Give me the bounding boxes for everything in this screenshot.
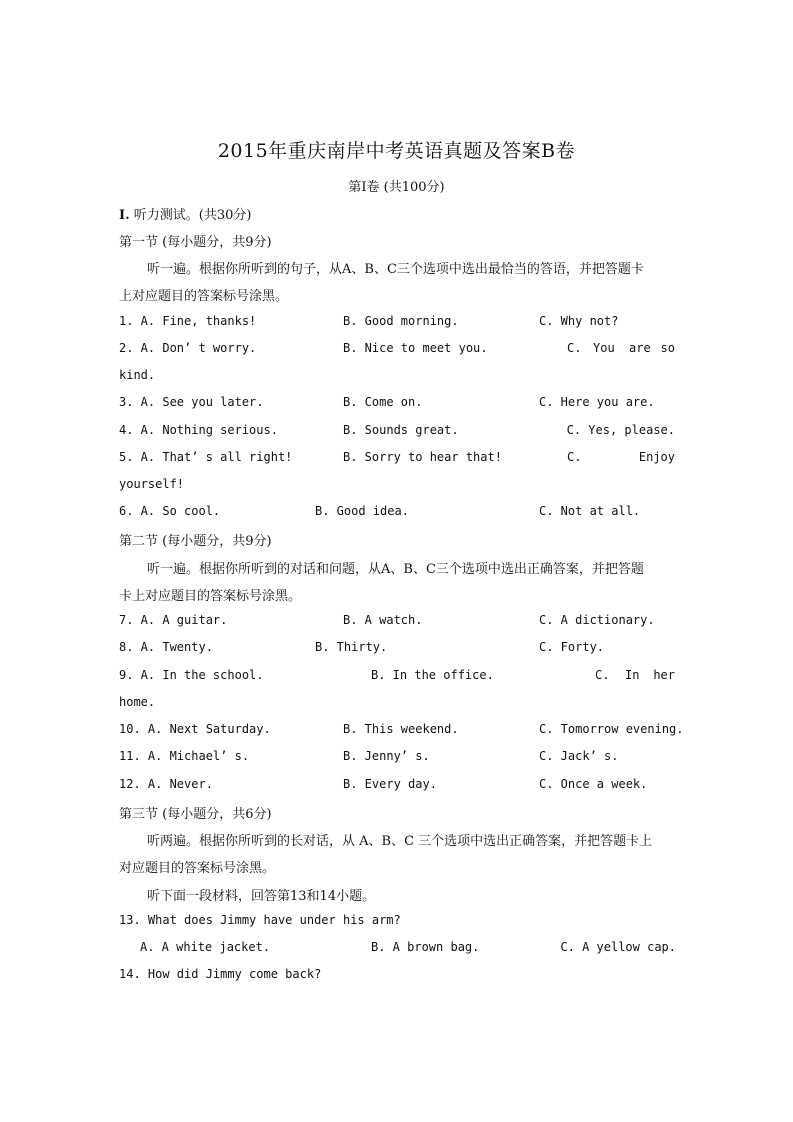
q1-option-c: C. Why not? — [539, 314, 619, 328]
section1-heading: 第一节 (每小题分，共9分) — [119, 235, 272, 250]
q12-option-b: B. Every day. — [343, 777, 437, 791]
q9-wrap: home. — [119, 695, 156, 709]
q13-option-a: A. A white jacket. — [140, 940, 271, 954]
question-7 — [119, 613, 675, 631]
q12-option-a: 12. A. Never. — [119, 777, 213, 791]
section3-instruction-2: 对应题目的答案标号涂黑。 — [119, 861, 276, 876]
q5-option-b: B. Sorry to hear that! — [343, 450, 502, 464]
q7-option-a: 7. A. A guitar. — [119, 613, 228, 627]
q10-option-a: 10. A. Next Saturday. — [119, 722, 271, 736]
part1-heading — [119, 204, 251, 223]
question-13-text: 13. What does Jimmy have under his arm? — [119, 913, 401, 927]
page-title: 2015年重庆南岸中考英语真题及答案B卷 — [217, 140, 576, 162]
q8-option-a: 8. A. Twenty. — [119, 640, 213, 654]
q1-option-b: B. Good morning. — [343, 314, 459, 328]
q5-option-c-letter: C. — [567, 450, 582, 464]
q9-option-c-word-2: her — [653, 668, 675, 682]
section2-instruction-1: 听一遍。根据你所听到的对话和问题，从A、B、C三个选项中选出正确答案，并把答题 — [147, 562, 644, 577]
q3-option-b: B. Come on. — [343, 395, 423, 409]
q6-option-b: B. Good idea. — [315, 504, 409, 518]
q3-option-a: 3. A. See you later. — [119, 395, 264, 409]
question-5 — [119, 450, 675, 468]
q8-option-c: C. Forty. — [539, 640, 605, 654]
question-2 — [119, 341, 675, 359]
question-8 — [119, 640, 675, 658]
part1-label: I. — [119, 208, 130, 223]
section1-instruction-1: 听一遍。根据你所听到的句子，从A、B、C三个选项中选出最恰当的答语，并把答题卡 — [147, 262, 644, 277]
q10-option-c: C. Tomorrow evening. — [539, 722, 684, 736]
q9-option-c-letter: C. — [595, 668, 610, 682]
q5-wrap: yourself! — [119, 477, 185, 491]
q3-option-c: C. Here you are. — [539, 395, 655, 409]
paper-subtitle: 第Ⅰ卷 (共100分) — [348, 180, 445, 195]
q13-option-c: C. A yellow cap. — [560, 940, 676, 954]
q5-option-a: 5. A. That’ s all right! — [119, 450, 293, 464]
q2-option-a: 2. A. Don’ t worry. — [119, 341, 257, 355]
question-1 — [119, 314, 675, 332]
q9-option-a: 9. A. In the school. — [119, 668, 264, 682]
q10-option-b: B. This weekend. — [343, 722, 459, 736]
question-11 — [119, 749, 675, 767]
q11-option-a: 11. A. Michael’ s. — [119, 749, 250, 763]
question-13-options — [140, 940, 676, 958]
q1-option-a: 1. A. Fine, thanks! — [119, 314, 257, 328]
section3-instruction-1: 听两遍。根据你所听到的长对话，从 A、B、C 三个选项中选出正确答案，并把答题卡上 — [147, 834, 653, 849]
question-3 — [119, 395, 675, 413]
q11-option-b: B. Jenny’ s. — [343, 749, 430, 763]
question-6 — [119, 504, 675, 522]
q6-option-c: C. Not at all. — [539, 504, 641, 518]
q9-option-c-word-1: In — [625, 668, 640, 682]
section3-heading: 第三节 (每小题分，共6分) — [119, 807, 272, 822]
q2-option-c-word-2: are — [629, 341, 651, 355]
q2-option-c-letter: C. — [567, 341, 582, 355]
q2-option-b: B. Nice to meet you. — [343, 341, 488, 355]
question-10 — [119, 722, 684, 740]
section2-heading: 第二节 (每小题分，共9分) — [119, 534, 272, 549]
q2-wrap: kind. — [119, 368, 156, 382]
q4-option-c: C. Yes, please. — [566, 423, 675, 437]
q13-option-b: B. A brown bag. — [371, 940, 480, 954]
q11-option-c: C. Jack’ s. — [539, 749, 619, 763]
q7-option-b: B. A watch. — [343, 613, 423, 627]
question-4 — [119, 423, 675, 441]
part1-heading-text: 听力测试。(共30分) — [129, 208, 252, 223]
q4-option-b: B. Sounds great. — [343, 423, 459, 437]
q2-option-c-word-3: so — [660, 341, 675, 355]
section2-instruction-2: 卡上对应题目的答案标号涂黑。 — [119, 589, 302, 604]
q9-option-b: B. In the office. — [371, 668, 494, 682]
q5-option-c-word: Enjoy — [638, 450, 675, 464]
question-14-text: 14. How did Jimmy come back? — [119, 967, 322, 981]
q7-option-c: C. A dictionary. — [539, 613, 655, 627]
question-9 — [119, 668, 675, 686]
q4-option-a: 4. A. Nothing serious. — [119, 423, 278, 437]
question-12 — [119, 777, 675, 795]
q12-option-c: C. Once a week. — [539, 777, 648, 791]
q6-option-a: 6. A. So cool. — [119, 504, 221, 518]
section3-instruction-3: 听下面一段材料，回答第13和14小题。 — [147, 889, 376, 904]
q2-option-c-word-1: You — [593, 341, 615, 355]
q8-option-b: B. Thirty. — [315, 640, 388, 654]
section1-instruction-2: 上对应题目的答案标号涂黑。 — [119, 289, 289, 304]
